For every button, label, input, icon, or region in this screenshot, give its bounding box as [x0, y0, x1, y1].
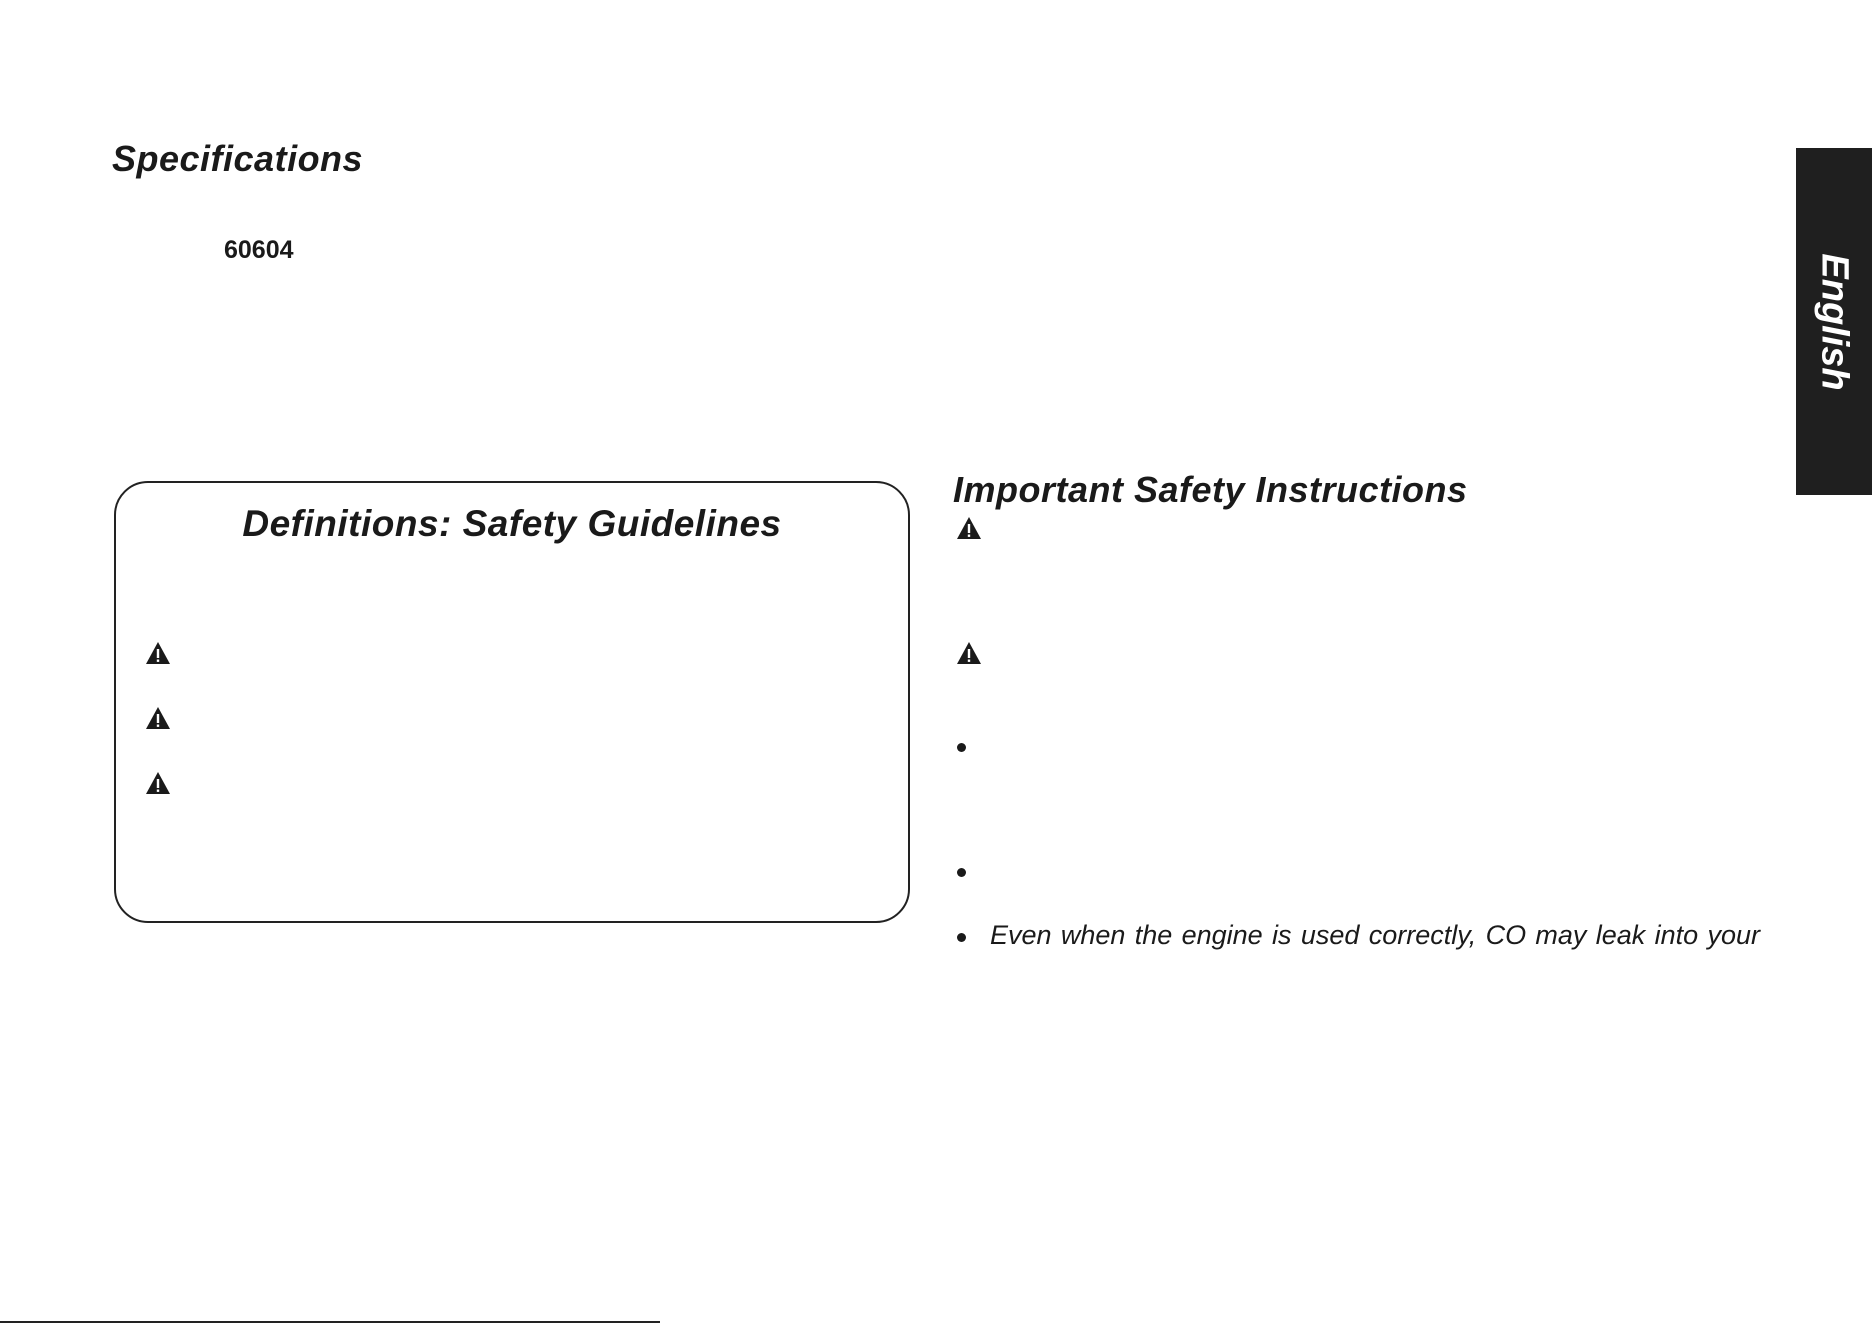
- definitions-heading: Definitions: Safety Guidelines: [242, 503, 782, 544]
- warning-triangle-icon: [145, 771, 171, 795]
- language-tab: [1796, 148, 1872, 495]
- bullet-point: [957, 933, 966, 942]
- definitions-safety-guidelines-box: [114, 481, 910, 923]
- bullet-point: [957, 743, 966, 752]
- bullet-point: [957, 868, 966, 877]
- bullet-text: Even when the engine is used correctly, CO may leak into your: [990, 920, 1760, 950]
- warning-triangle-icon: [145, 706, 171, 730]
- language-tab-label: English: [1813, 252, 1856, 391]
- warning-triangle-icon: [956, 516, 982, 540]
- warning-triangle-icon: [956, 641, 982, 665]
- important-safety-instructions-heading: Important Safety Instructions: [953, 469, 1468, 510]
- specifications-heading: Specifications: [112, 138, 364, 179]
- warning-triangle-icon: [145, 641, 171, 665]
- model-number: 60604: [224, 236, 294, 264]
